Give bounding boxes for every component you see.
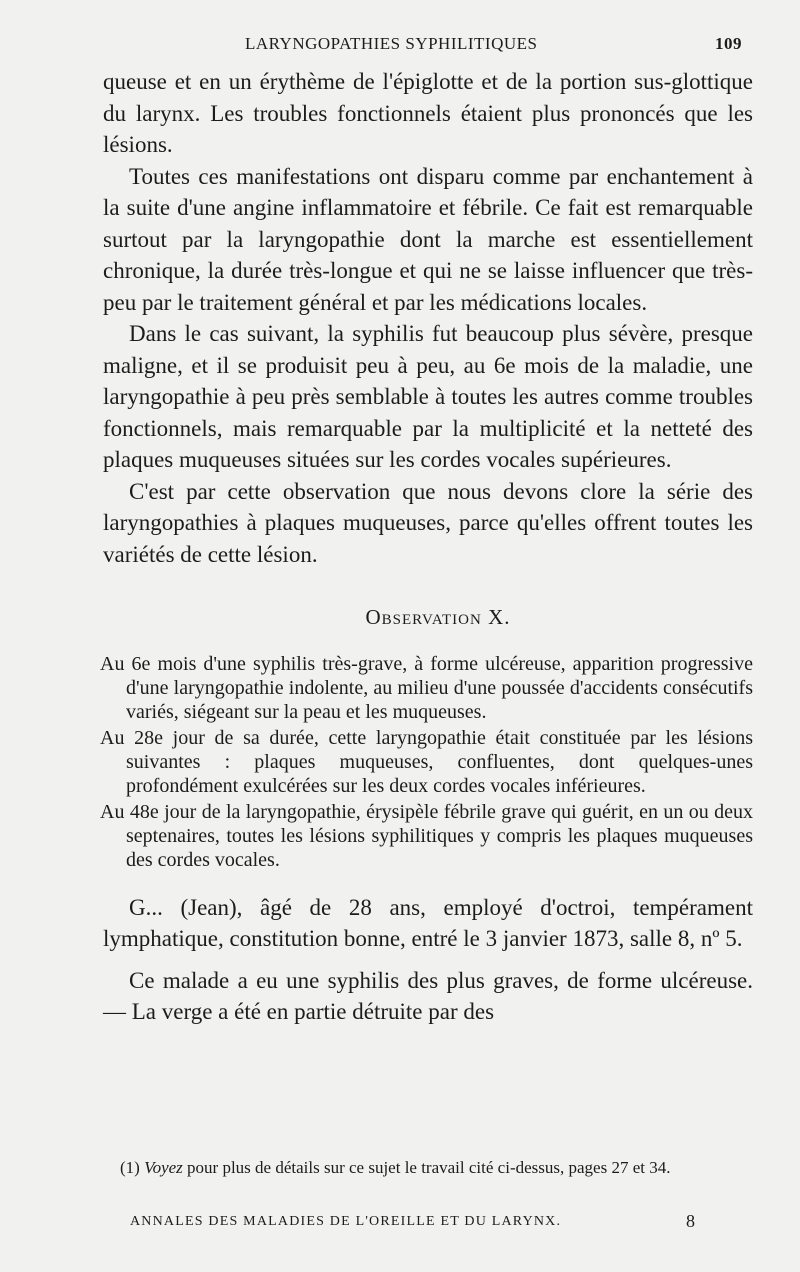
paragraph: Toutes ces manifestations ont disparu comme par enchantement à la suite d'une angine inflammatoire et fébrile. Ce fait est remarquable surtout par la laryngopathie dont la marche est essentiellement chronique, la durée très-longue et qui ne se laisse influencer que très-peu par le traitement général et par les médications locales.	[103, 163, 753, 315]
summary-item: Au 28e jour de sa durée, cette laryngopathie était constituée par les lésions suivantes : plaques muqueuses, confluentes, dont quelques-unes profondément exulcérées sur les deux cordes vocales inférieures.	[100, 726, 753, 797]
case-paragraph: Ce malade a eu une syphilis des plus graves, de forme ulcéreuse. — La verge a été en partie détruite par des	[103, 967, 753, 1024]
paragraph: Dans le cas suivant, la syphilis fut beaucoup plus sévère, presque maligne, et il se produisit peu à peu, au 6e mois de la maladie, une laryngopathie à peu près semblable à toutes les autres comme troubles fonctionnels, mais remarquable par la multiplicité et la netteté des plaques muqueuses situées sur les cordes vocales supérieures.	[103, 321, 753, 472]
page-number: 109	[715, 34, 742, 53]
paragraph-continuation: queuse et en un érythème de l'épiglotte et de la portion sus-glottique du larynx. Les troubles fonctionnels étaient plus prononcés que les lésions.	[103, 69, 753, 157]
case-paragraph: G... (Jean), âgé de 28 ans, employé d'octroi, tempérament lymphatique, constitution bonne, entré le 3 janvier 1873, salle 8, nº 5.	[103, 894, 753, 951]
body-text	[100, 66, 753, 1028]
signature-mark: 8	[686, 1211, 695, 1231]
summary-item: Au 48e jour de la laryngopathie, érysipèle fébrile grave qui guérit, en un ou deux septenaires, toutes les lésions syphilitiques y compris les plaques muqueuses des cordes vocales.	[100, 800, 753, 871]
journal-title: ANNALES DES MALADIES DE L'OREILLE ET DU LARYNX.	[130, 1214, 562, 1229]
running-title: LARYNGOPATHIES SYPHILITIQUES	[245, 34, 538, 53]
page-header	[0, 34, 800, 58]
page-footer	[130, 1211, 700, 1231]
footnote-italic: Voyez	[144, 1158, 183, 1177]
observation-summary	[100, 652, 753, 872]
observation-title: Observation X.	[365, 605, 511, 629]
footnote	[120, 1156, 760, 1179]
summary-item: Au 6e mois d'une syphilis très-grave, à forme ulcéreuse, apparition progressive d'une laryngopathie indolente, au milieu d'une poussée d'accidents consécutifs variés, siégeant sur la peau et les muqueuses.	[100, 652, 753, 723]
paragraph: C'est par cette observation que nous devons clore la série des laryngopathies à plaques muqueuses, parce qu'elles offrent toutes les variétés de cette lésion.	[103, 478, 753, 567]
footnote-text: pour plus de détails sur ce sujet le travail cité ci-dessus, pages 27 et 34.	[187, 1158, 671, 1177]
case-report	[103, 892, 753, 1028]
footnote-marker: (1)	[120, 1158, 140, 1177]
